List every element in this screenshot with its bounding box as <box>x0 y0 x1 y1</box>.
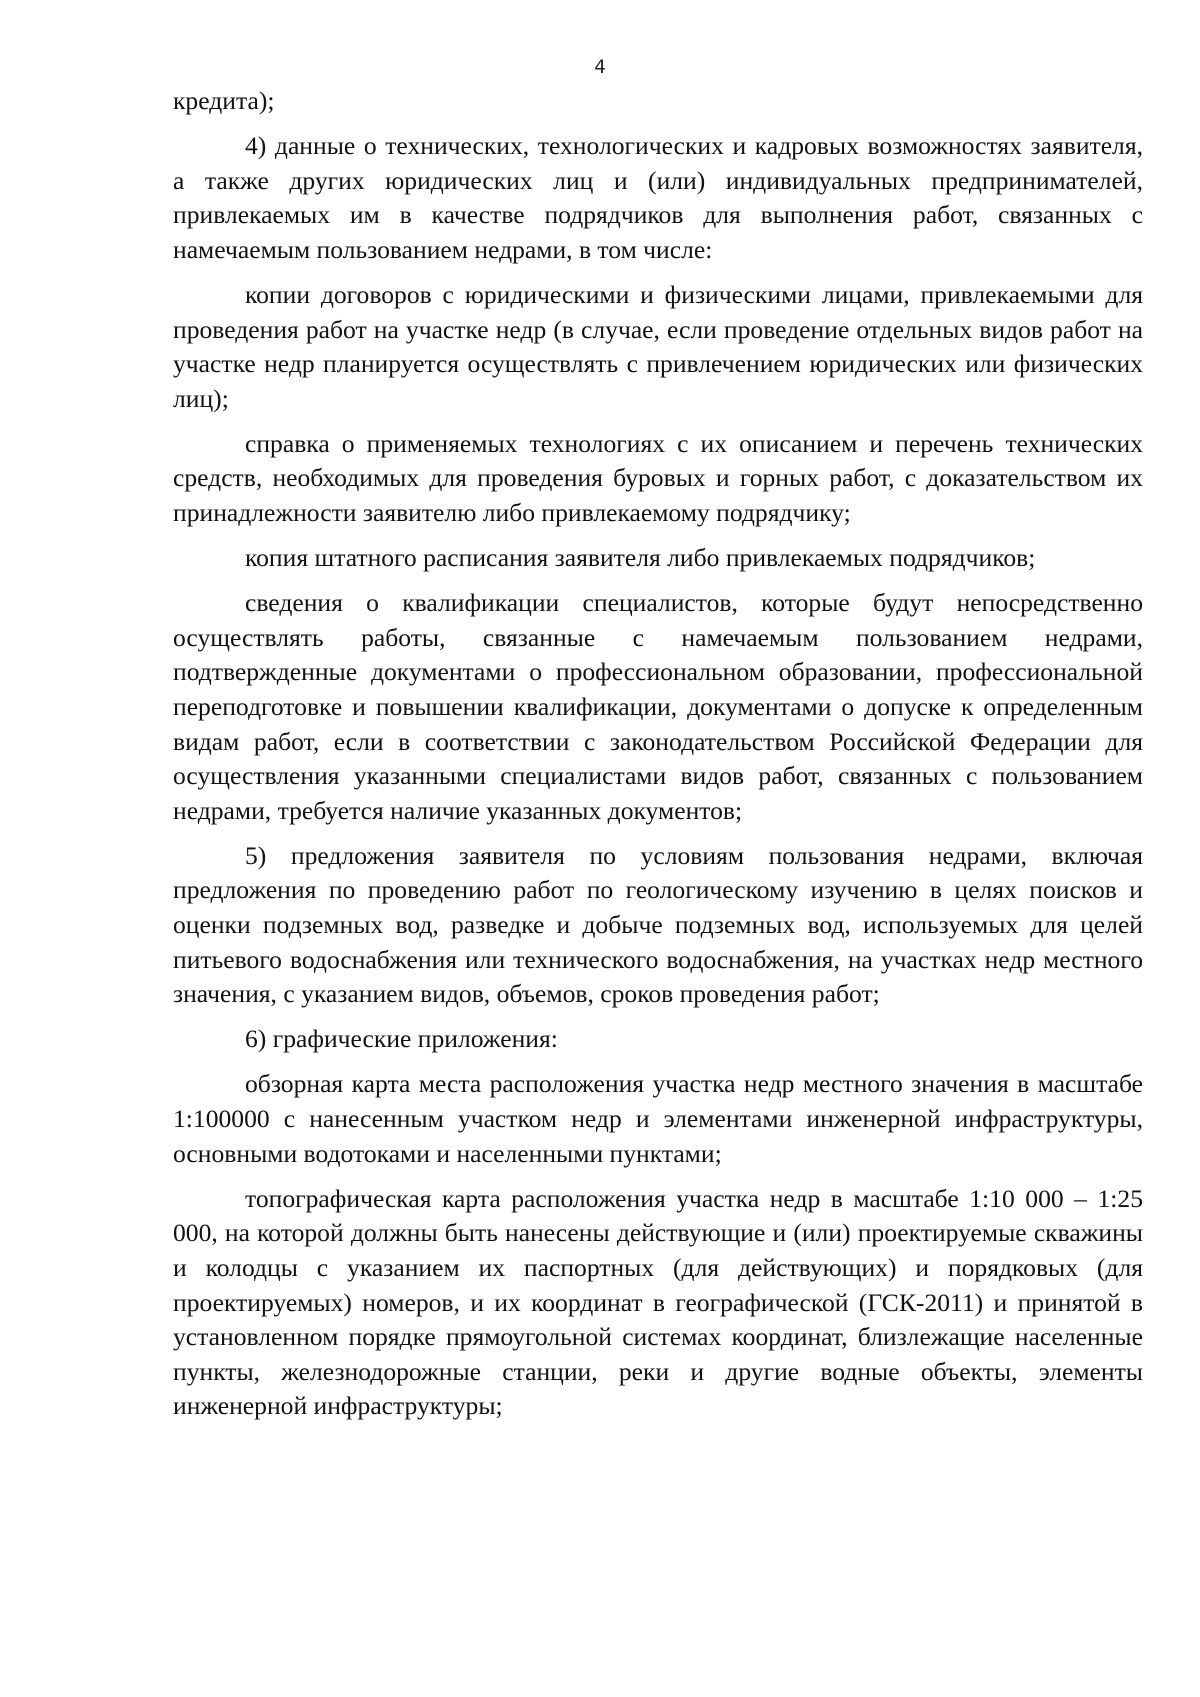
paragraph-overview-map: обзорная карта места расположения участка недр местного значения в масштабе 1:100000 с нанесенным участком недр и элементами инженерной инфраструктуры, основными водотоками и населенными пунктами; <box>173 1069 1143 1168</box>
paragraph-technologies: справка о применяемых технологиях с их описанием и перечень технических средств, необходимых для проведения буровых и горных работ, с доказательством их принадлежности заявителю либо привлекаемому подрядчику; <box>173 428 1143 528</box>
paragraph-contracts: копии договоров с юридическими и физическими лицами, привлекаемыми для проведения работ на участке недр (в случае, если проведение отдельных видов работ на участке недр планируется осуществлять с привлечением юридических или физических лиц); <box>173 279 1143 413</box>
document-body <box>173 84 1143 1434</box>
paragraph-continuation: кредита); <box>173 86 275 115</box>
paragraph-staff-schedule: копия штатного расписания заявителя либо привлекаемых подрядчиков; <box>245 543 1036 573</box>
paragraph-qualification: сведения о квалификации специалистов, которые будут непосредственно осуществлять работы, связанные с намечаемым пользованием недрами, подтвержденные документами о профессиональном образовании, профессиональной переподготовке и повышении квалификации, документами о допуске к определенным видам работ, если в соответствии с законодательством Российской Федерации для осуществления указанными специалистами видов работ, связанных с пользованием недрами, требуется наличие указанных документов; <box>173 588 1143 825</box>
page-number: 4 <box>594 56 606 78</box>
paragraph-topographic-map: топографическая карта расположения участка недр в масштабе 1:10 000 – 1:25 000, на которой должны быть нанесены действующие и (или) проектируемые скважины и колодцы с указанием их паспортных (для действующих) и порядковых (для проектируемых) номеров, и их координат в географической (ГСК-2011) и принятой в установленном порядке прямоугольной системах координат, близлежащие населенные пункты, железнодорожные станции, реки и другие водные объекты, элементы инженерной инфраструктуры; <box>173 1183 1143 1421</box>
paragraph-item-4: 4) данные о технических, технологических и кадровых возможностях заявителя, а также других юридических лиц и (или) индивидуальных предпринимателей, привлекаемых им в качестве подрядчиков для выполнения работ, связанных с намечаемым пользованием недрами, в том числе: <box>173 131 1143 264</box>
paragraph-item-6: 6) графические приложения: <box>245 1024 558 1054</box>
paragraph-item-5: 5) предложения заявителя по условиям пользования недрами, включая предложения по проведению работ по геологическому изучению в целях поисков и оценки подземных вод, разведке и добыче подземных вод, используемых для целей питьевого водоснабжения или технического водоснабжения, на участках недр местного значения, с указанием видов, объемов, сроков проведения работ; <box>173 840 1143 1009</box>
